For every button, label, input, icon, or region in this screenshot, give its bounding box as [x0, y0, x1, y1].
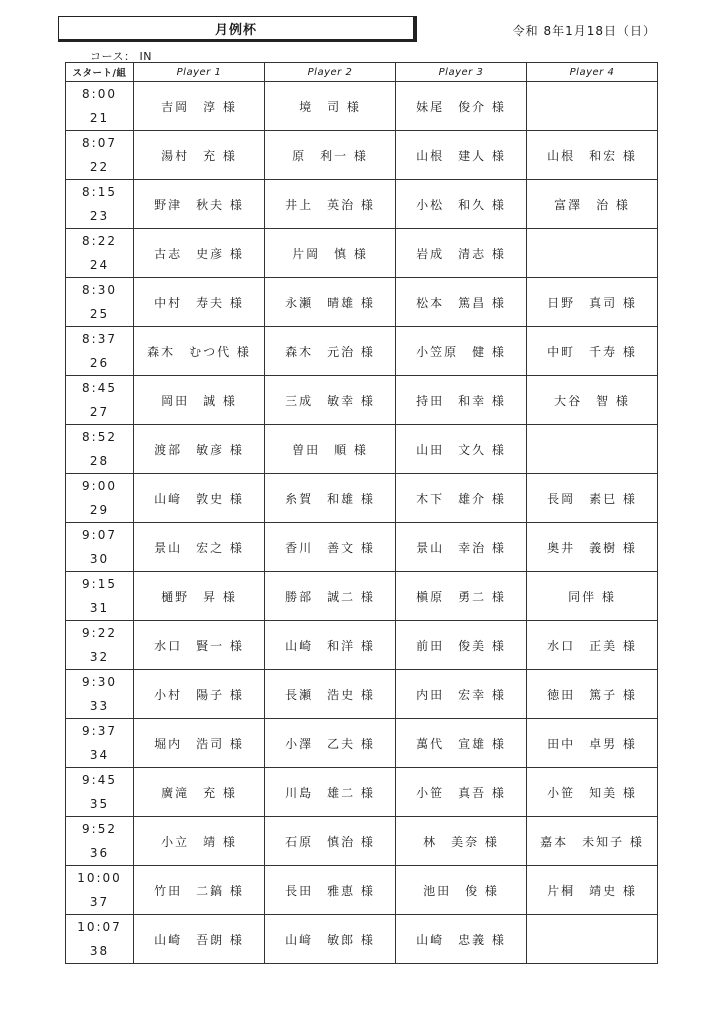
- player4-cell: [527, 425, 658, 474]
- group-number: 35: [89, 797, 110, 811]
- table-row: [66, 670, 658, 719]
- group-number: 36: [89, 846, 110, 860]
- column-header-start: スタート/組: [66, 63, 134, 82]
- player4-cell: 中町 千寿 様: [527, 327, 658, 376]
- player1-cell: 古志 史彦 様: [134, 229, 265, 278]
- start-group-cell: [66, 817, 134, 866]
- player1-cell: 景山 宏之 様: [134, 523, 265, 572]
- table-row: [66, 425, 658, 474]
- table-row: [66, 768, 658, 817]
- event-date: 令和 8年1月18日（日）: [512, 24, 656, 38]
- group-number: 38: [89, 944, 110, 958]
- group-number: 23: [89, 209, 110, 223]
- tee-time-table: [65, 62, 658, 964]
- player2-cell: 原 利一 様: [265, 131, 396, 180]
- group-number: 28: [89, 454, 110, 468]
- table-row: [66, 82, 658, 131]
- group-number: 27: [89, 405, 110, 419]
- player1-cell: 湯村 充 様: [134, 131, 265, 180]
- table-row: [66, 327, 658, 376]
- player3-cell: 小笹 真吾 様: [396, 768, 527, 817]
- player4-cell: 富澤 治 様: [527, 180, 658, 229]
- table-row: [66, 180, 658, 229]
- player2-cell: 井上 英治 様: [265, 180, 396, 229]
- start-group-cell: [66, 82, 134, 131]
- start-group-cell: [66, 670, 134, 719]
- group-number: 31: [89, 601, 110, 615]
- start-time: 9:37: [82, 724, 117, 738]
- table-row: [66, 915, 658, 964]
- player1-cell: 中村 寿夫 様: [134, 278, 265, 327]
- start-group-cell: [66, 866, 134, 915]
- player2-cell: 片岡 慎 様: [265, 229, 396, 278]
- player2-cell: 糸賀 和雄 様: [265, 474, 396, 523]
- player1-cell: 小村 陽子 様: [134, 670, 265, 719]
- start-time: 9:30: [82, 675, 117, 689]
- player4-cell: 同伴 様: [527, 572, 658, 621]
- start-group-cell: [66, 229, 134, 278]
- player3-cell: 持田 和幸 様: [396, 376, 527, 425]
- player3-cell: 内田 宏幸 様: [396, 670, 527, 719]
- group-number: 21: [89, 111, 110, 125]
- player1-cell: 水口 賢一 様: [134, 621, 265, 670]
- column-header-player4: Player 4: [527, 63, 658, 82]
- player4-cell: [527, 229, 658, 278]
- player2-cell: 三成 敏幸 様: [265, 376, 396, 425]
- start-group-cell: [66, 425, 134, 474]
- start-group-cell: [66, 768, 134, 817]
- player3-cell: 山崎 忠義 様: [396, 915, 527, 964]
- player3-cell: 木下 雄介 様: [396, 474, 527, 523]
- table-row: [66, 278, 658, 327]
- table-row: [66, 229, 658, 278]
- group-number: 26: [89, 356, 110, 370]
- group-number: 33: [89, 699, 110, 713]
- player1-cell: 堀内 浩司 様: [134, 719, 265, 768]
- player1-cell: 山﨑 敦史 様: [134, 474, 265, 523]
- player4-cell: 長岡 素巳 様: [527, 474, 658, 523]
- table-row: [66, 817, 658, 866]
- player1-cell: 竹田 二鎬 様: [134, 866, 265, 915]
- player4-cell: [527, 82, 658, 131]
- start-time: 8:52: [82, 430, 117, 444]
- player2-cell: 川島 雄二 様: [265, 768, 396, 817]
- table-header-row: [66, 63, 658, 82]
- start-group-cell: [66, 131, 134, 180]
- table-row: [66, 621, 658, 670]
- player3-cell: 池田 俊 様: [396, 866, 527, 915]
- column-header-player1: Player 1: [134, 63, 265, 82]
- column-header-player3: Player 3: [396, 63, 527, 82]
- player2-cell: 長瀬 浩史 様: [265, 670, 396, 719]
- player1-cell: 山崎 吾朗 様: [134, 915, 265, 964]
- player3-cell: 妹尾 俊介 様: [396, 82, 527, 131]
- player3-cell: 林 美奈 様: [396, 817, 527, 866]
- table-row: [66, 719, 658, 768]
- group-number: 29: [89, 503, 110, 517]
- start-group-cell: [66, 376, 134, 425]
- player3-cell: 槇原 勇二 様: [396, 572, 527, 621]
- player4-cell: [527, 915, 658, 964]
- player4-cell: 奥井 義樹 様: [527, 523, 658, 572]
- start-group-cell: [66, 621, 134, 670]
- start-group-cell: [66, 278, 134, 327]
- table-row: [66, 572, 658, 621]
- player2-cell: 永瀬 晴雄 様: [265, 278, 396, 327]
- column-header-player2: Player 2: [265, 63, 396, 82]
- player4-cell: 水口 正美 様: [527, 621, 658, 670]
- player2-cell: 曽田 順 様: [265, 425, 396, 474]
- start-group-cell: [66, 719, 134, 768]
- group-number: 34: [89, 748, 110, 762]
- player1-cell: 小立 靖 様: [134, 817, 265, 866]
- player3-cell: 山根 建人 様: [396, 131, 527, 180]
- group-number: 25: [89, 307, 110, 321]
- start-time: 9:00: [82, 479, 117, 493]
- player3-cell: 岩成 清志 様: [396, 229, 527, 278]
- table-row: [66, 474, 658, 523]
- player3-cell: 小松 和久 様: [396, 180, 527, 229]
- start-time: 8:30: [82, 283, 117, 297]
- player2-cell: 小澤 乙夫 様: [265, 719, 396, 768]
- player4-cell: 日野 真司 様: [527, 278, 658, 327]
- start-time: 10:00: [77, 871, 122, 885]
- player1-cell: 野津 秋夫 様: [134, 180, 265, 229]
- player4-cell: 嘉本 未知子 様: [527, 817, 658, 866]
- group-number: 37: [89, 895, 110, 909]
- player2-cell: 長田 雅恵 様: [265, 866, 396, 915]
- table-row: [66, 131, 658, 180]
- start-time: 10:07: [77, 920, 122, 934]
- start-time: 9:15: [82, 577, 117, 591]
- player2-cell: 境 司 様: [265, 82, 396, 131]
- player3-cell: 前田 俊美 様: [396, 621, 527, 670]
- player4-cell: 田中 卓男 様: [527, 719, 658, 768]
- start-time: 9:45: [82, 773, 117, 787]
- table-row: [66, 376, 658, 425]
- start-time: 8:45: [82, 381, 117, 395]
- start-group-cell: [66, 180, 134, 229]
- player4-cell: 小笹 知美 様: [527, 768, 658, 817]
- player1-cell: 廣滝 充 様: [134, 768, 265, 817]
- start-group-cell: [66, 915, 134, 964]
- player2-cell: 山﨑 敏郎 様: [265, 915, 396, 964]
- player2-cell: 香川 善文 様: [265, 523, 396, 572]
- start-time: 8:07: [82, 136, 117, 150]
- start-time: 8:15: [82, 185, 117, 199]
- table-row: [66, 866, 658, 915]
- start-group-cell: [66, 474, 134, 523]
- start-time: 8:22: [82, 234, 117, 248]
- player1-cell: 渡部 敏彦 様: [134, 425, 265, 474]
- start-time: 9:07: [82, 528, 117, 542]
- course-label: コース： IN: [90, 50, 152, 63]
- player3-cell: 景山 幸治 様: [396, 523, 527, 572]
- player4-cell: 片桐 靖史 様: [527, 866, 658, 915]
- player1-cell: 樋野 昇 様: [134, 572, 265, 621]
- player2-cell: 石原 慎治 様: [265, 817, 396, 866]
- player2-cell: 森木 元治 様: [265, 327, 396, 376]
- player4-cell: 山根 和宏 様: [527, 131, 658, 180]
- player1-cell: 吉岡 淳 様: [134, 82, 265, 131]
- player3-cell: 山田 文久 様: [396, 425, 527, 474]
- player2-cell: 勝部 誠二 様: [265, 572, 396, 621]
- group-number: 22: [89, 160, 110, 174]
- start-time: 8:00: [82, 87, 117, 101]
- player1-cell: 森木 むつ代 様: [134, 327, 265, 376]
- player4-cell: 徳田 篤子 様: [527, 670, 658, 719]
- title-text: 月例杯: [214, 22, 257, 38]
- table-row: [66, 523, 658, 572]
- start-group-cell: [66, 327, 134, 376]
- start-time: 9:52: [82, 822, 117, 836]
- player3-cell: 松本 篤昌 様: [396, 278, 527, 327]
- group-number: 24: [89, 258, 110, 272]
- player1-cell: 岡田 誠 様: [134, 376, 265, 425]
- document-title: [58, 16, 417, 42]
- group-number: 32: [89, 650, 110, 664]
- start-group-cell: [66, 523, 134, 572]
- start-time: 9:22: [82, 626, 117, 640]
- player3-cell: 萬代 宣雄 様: [396, 719, 527, 768]
- player3-cell: 小笠原 健 様: [396, 327, 527, 376]
- start-time: 8:37: [82, 332, 117, 346]
- player2-cell: 山崎 和洋 様: [265, 621, 396, 670]
- start-group-cell: [66, 572, 134, 621]
- player4-cell: 大谷 智 様: [527, 376, 658, 425]
- group-number: 30: [89, 552, 110, 566]
